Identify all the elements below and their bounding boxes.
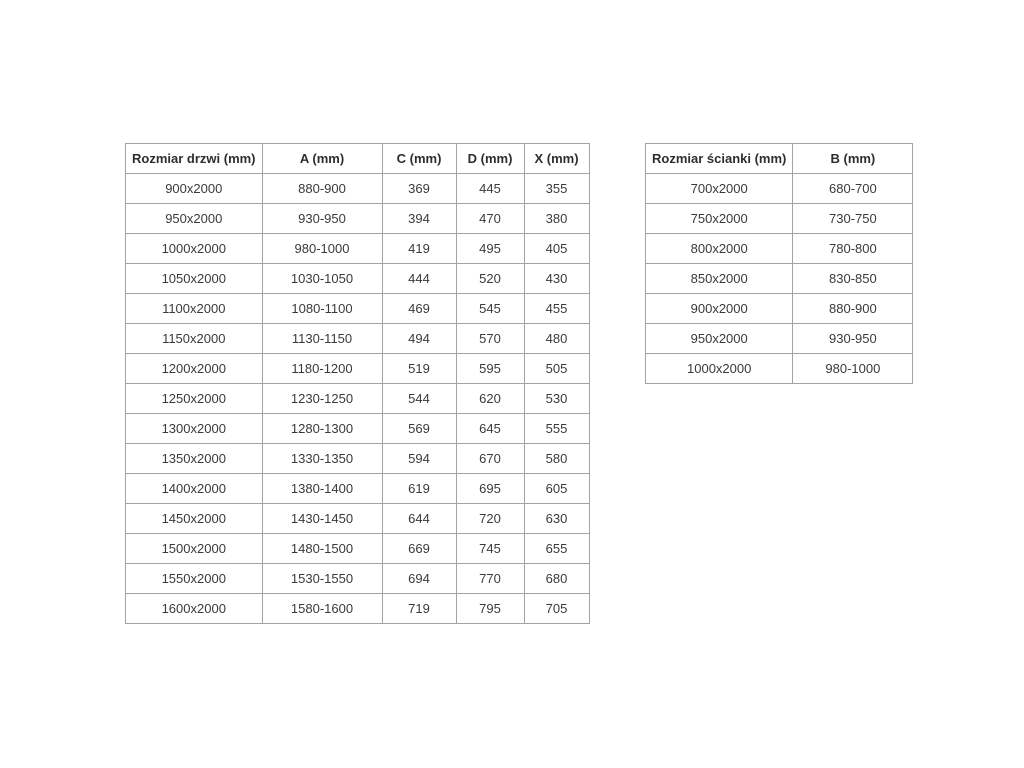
header-row bbox=[126, 144, 590, 174]
table-cell: 1430-1450 bbox=[262, 504, 382, 534]
table-cell: 494 bbox=[382, 324, 456, 354]
table-cell: 680 bbox=[524, 564, 589, 594]
table-cell: 980-1000 bbox=[793, 354, 913, 384]
table-cell: 1300x2000 bbox=[126, 414, 263, 444]
table-row bbox=[126, 174, 590, 204]
table-cell: 355 bbox=[524, 174, 589, 204]
table-cell: 1230-1250 bbox=[262, 384, 382, 414]
table-cell: 1100x2000 bbox=[126, 294, 263, 324]
table-row bbox=[126, 324, 590, 354]
table-row bbox=[126, 354, 590, 384]
table-row bbox=[126, 234, 590, 264]
table-cell: 950x2000 bbox=[646, 324, 793, 354]
table-cell: 1150x2000 bbox=[126, 324, 263, 354]
table-cell: 1250x2000 bbox=[126, 384, 263, 414]
table-row bbox=[126, 204, 590, 234]
table-cell: 470 bbox=[456, 204, 524, 234]
table-cell: 1000x2000 bbox=[126, 234, 263, 264]
table-cell: 1080-1100 bbox=[262, 294, 382, 324]
table-cell: 1350x2000 bbox=[126, 444, 263, 474]
table-cell: 595 bbox=[456, 354, 524, 384]
table-cell: 680-700 bbox=[793, 174, 913, 204]
table-row bbox=[646, 204, 913, 234]
table-cell: 930-950 bbox=[262, 204, 382, 234]
table-cell: 770 bbox=[456, 564, 524, 594]
table-cell: 1480-1500 bbox=[262, 534, 382, 564]
door-size-table bbox=[125, 143, 590, 624]
table-cell: 930-950 bbox=[793, 324, 913, 354]
table-cell: 1400x2000 bbox=[126, 474, 263, 504]
table-cell: 655 bbox=[524, 534, 589, 564]
table-cell: 545 bbox=[456, 294, 524, 324]
table-row bbox=[126, 264, 590, 294]
table-cell: 900x2000 bbox=[126, 174, 263, 204]
table-cell: 1200x2000 bbox=[126, 354, 263, 384]
table-cell: 1500x2000 bbox=[126, 534, 263, 564]
table-row bbox=[646, 324, 913, 354]
table-cell: 394 bbox=[382, 204, 456, 234]
table-cell: 780-800 bbox=[793, 234, 913, 264]
table-row bbox=[646, 174, 913, 204]
table-row bbox=[126, 534, 590, 564]
table-row bbox=[126, 504, 590, 534]
table-cell: 900x2000 bbox=[646, 294, 793, 324]
table-cell: 950x2000 bbox=[126, 204, 263, 234]
table-cell: 444 bbox=[382, 264, 456, 294]
table-row bbox=[126, 444, 590, 474]
table-cell: 980-1000 bbox=[262, 234, 382, 264]
wall-size-table bbox=[645, 143, 913, 384]
table-cell: 530 bbox=[524, 384, 589, 414]
table-cell: 1130-1150 bbox=[262, 324, 382, 354]
table-cell: 405 bbox=[524, 234, 589, 264]
table-cell: 705 bbox=[524, 594, 589, 624]
table-cell: 880-900 bbox=[262, 174, 382, 204]
table-row bbox=[126, 474, 590, 504]
table-cell: 1330-1350 bbox=[262, 444, 382, 474]
table-cell: 795 bbox=[456, 594, 524, 624]
table-cell: 830-850 bbox=[793, 264, 913, 294]
table-cell: 695 bbox=[456, 474, 524, 504]
table-cell: 419 bbox=[382, 234, 456, 264]
table-cell: 455 bbox=[524, 294, 589, 324]
table-cell: 1000x2000 bbox=[646, 354, 793, 384]
table-cell: 750x2000 bbox=[646, 204, 793, 234]
table-row bbox=[126, 414, 590, 444]
table-cell: 644 bbox=[382, 504, 456, 534]
table-cell: 544 bbox=[382, 384, 456, 414]
table-cell: 555 bbox=[524, 414, 589, 444]
table-row bbox=[126, 564, 590, 594]
table-cell: 469 bbox=[382, 294, 456, 324]
table-cell: 1550x2000 bbox=[126, 564, 263, 594]
table-cell: 670 bbox=[456, 444, 524, 474]
table-cell: 605 bbox=[524, 474, 589, 504]
table-cell: 505 bbox=[524, 354, 589, 384]
table-cell: 1050x2000 bbox=[126, 264, 263, 294]
table-cell: 620 bbox=[456, 384, 524, 414]
table-cell: 519 bbox=[382, 354, 456, 384]
table-cell: 730-750 bbox=[793, 204, 913, 234]
table-cell: 720 bbox=[456, 504, 524, 534]
table-cell: 880-900 bbox=[793, 294, 913, 324]
table-cell: 1600x2000 bbox=[126, 594, 263, 624]
table-cell: 1450x2000 bbox=[126, 504, 263, 534]
table-cell: 800x2000 bbox=[646, 234, 793, 264]
table-cell: 480 bbox=[524, 324, 589, 354]
header-cell: B (mm) bbox=[793, 144, 913, 174]
table-cell: 380 bbox=[524, 204, 589, 234]
table-cell: 570 bbox=[456, 324, 524, 354]
table-cell: 700x2000 bbox=[646, 174, 793, 204]
table-cell: 430 bbox=[524, 264, 589, 294]
table-cell: 745 bbox=[456, 534, 524, 564]
header-cell: X (mm) bbox=[524, 144, 589, 174]
table-cell: 520 bbox=[456, 264, 524, 294]
table-cell: 1530-1550 bbox=[262, 564, 382, 594]
table-row bbox=[646, 294, 913, 324]
table-cell: 369 bbox=[382, 174, 456, 204]
table-cell: 630 bbox=[524, 504, 589, 534]
table-cell: 719 bbox=[382, 594, 456, 624]
header-row bbox=[646, 144, 913, 174]
table-cell: 569 bbox=[382, 414, 456, 444]
header-cell: Rozmiar ścianki (mm) bbox=[646, 144, 793, 174]
header-cell: C (mm) bbox=[382, 144, 456, 174]
table-cell: 619 bbox=[382, 474, 456, 504]
table-cell: 1180-1200 bbox=[262, 354, 382, 384]
table-cell: 645 bbox=[456, 414, 524, 444]
table-row bbox=[126, 384, 590, 414]
table-cell: 1280-1300 bbox=[262, 414, 382, 444]
header-cell: D (mm) bbox=[456, 144, 524, 174]
table-cell: 850x2000 bbox=[646, 264, 793, 294]
table-cell: 1380-1400 bbox=[262, 474, 382, 504]
table-cell: 1580-1600 bbox=[262, 594, 382, 624]
table-cell: 495 bbox=[456, 234, 524, 264]
table-cell: 580 bbox=[524, 444, 589, 474]
table-row bbox=[646, 264, 913, 294]
header-cell: Rozmiar drzwi (mm) bbox=[126, 144, 263, 174]
table-cell: 669 bbox=[382, 534, 456, 564]
table-cell: 694 bbox=[382, 564, 456, 594]
header-cell: A (mm) bbox=[262, 144, 382, 174]
table-row bbox=[126, 294, 590, 324]
table-row bbox=[126, 594, 590, 624]
table-row bbox=[646, 354, 913, 384]
table-cell: 594 bbox=[382, 444, 456, 474]
table-cell: 1030-1050 bbox=[262, 264, 382, 294]
table-row bbox=[646, 234, 913, 264]
table-cell: 445 bbox=[456, 174, 524, 204]
